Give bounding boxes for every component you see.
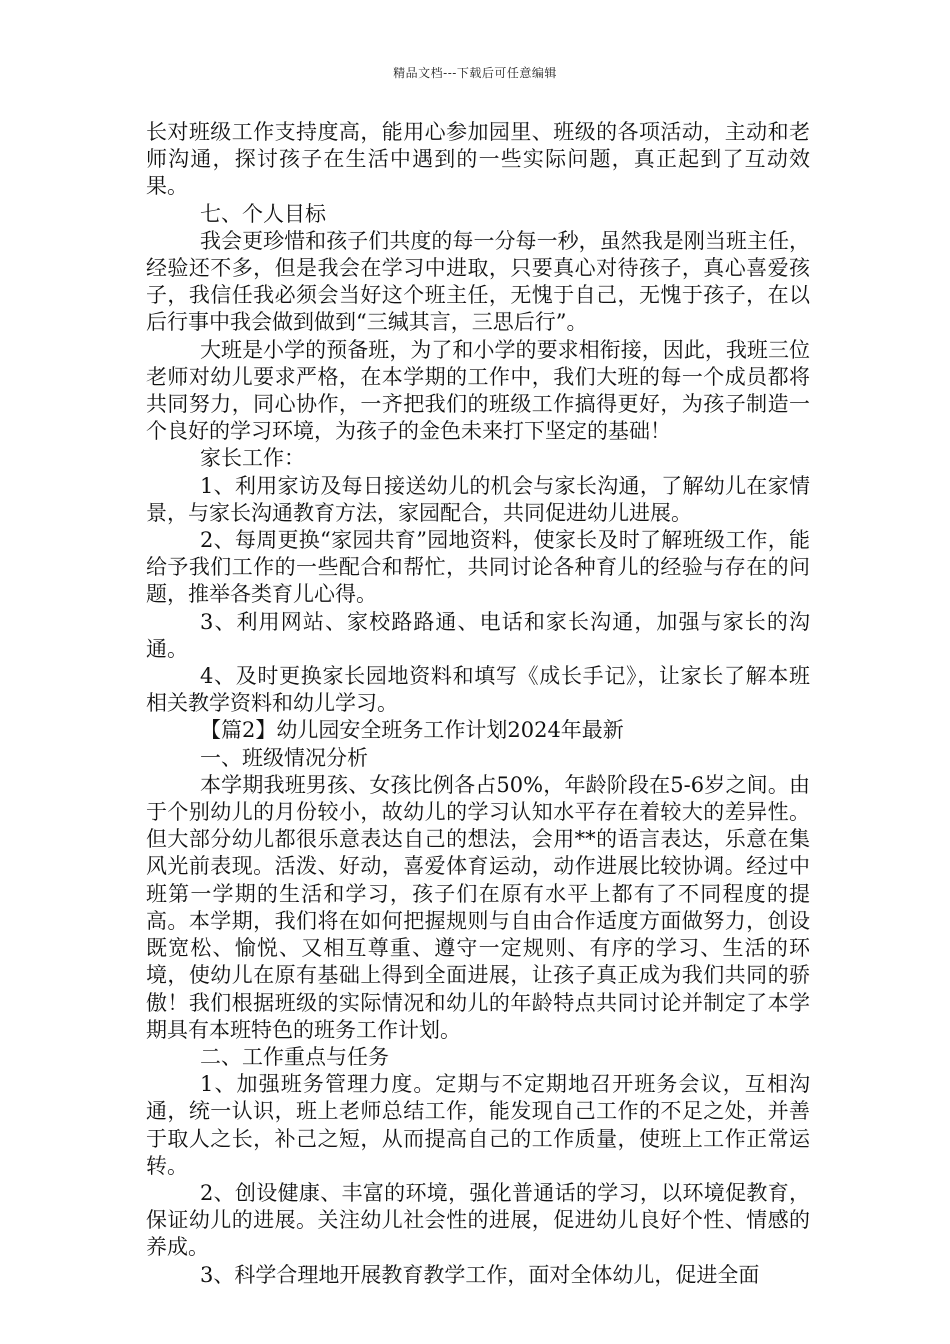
list-item: 3、科学合理地开展教育教学工作，面对全体幼儿，促进全面 bbox=[200, 1262, 760, 1287]
section-heading-class-analysis: 一、班级情况分析 bbox=[200, 745, 368, 770]
section-heading-personal-goals: 七、个人目标 bbox=[200, 201, 326, 226]
paragraph-continuation: 长对班级工作支持度高，能用心参加园里、班级的各项活动，主动和老师沟通，探讨孩子在生活中遇到的一些实际问题，真正起到了互动效果。 bbox=[146, 120, 810, 199]
section-heading-parent-work: 家长工作： bbox=[200, 446, 305, 471]
list-item: 2、每周更换“家园共育”园地资料，使家长及时了解班级工作，能给予我们工作的一些配合和帮忙，共同讨论各种育儿的经验与存在的问题，推举各类育儿心得。 bbox=[146, 528, 810, 607]
list-item: 2、创设健康、丰富的环境，强化普通话的学习，以环境促教育，保证幼儿的进展。关注幼儿社会性的进展，促进幼儿良好个性、情感的养成。 bbox=[146, 1180, 810, 1260]
paragraph: 大班是小学的预备班，为了和小学的要求相衔接，因此，我班三位老师对幼儿要求严格，在本学期的工作中，我们大班的每一个成员都将共同努力，同心协作，一齐把我们的班级工作搞得更好，为孩子制造一个良好的学习环境，为孩子的金色未来打下坚定的基础！ bbox=[146, 337, 810, 444]
page-header: 精品文档---下载后可任意编辑 bbox=[393, 66, 557, 80]
list-item: 3、利用网站、家校路路通、电话和家长沟通，加强与家长的沟通。 bbox=[146, 609, 810, 661]
list-item: 1、利用家访及每日接送幼儿的机会与家长沟通，了解幼儿在家情景，与家长沟通教育方法，家园配合，共同促进幼儿进展。 bbox=[146, 473, 810, 525]
section-heading-work-focus: 二、工作重点与任务 bbox=[200, 1044, 389, 1069]
paragraph: 我会更珍惜和孩子们共度的每一分每一秒，虽然我是刚当班主任，经验还不多，但是我会在学习中进取，只要真心对待孩子，真心喜爱孩子，我信任我必须会当好这个班主任，无愧于自己，无愧于孩子，在以后行事中我会做到做到“三缄其言，三思后行”。 bbox=[146, 228, 810, 335]
list-item: 4、及时更换家长园地资料和填写《成长手记》，让家长了解本班相关教学资料和幼儿学习。 bbox=[146, 664, 810, 716]
document-body bbox=[146, 119, 810, 1289]
paragraph: 本学期我班男孩、女孩比例各占50%，年龄阶段在5-6岁之间。由于个别幼儿的月份较小，故幼儿的学习认知水平存在着较大的差异性。但大部分幼儿都很乐意表达自己的想法，会用**的语言表达，乐意在集风光前表现。活泼、好动，喜爱体育运动，动作进展比较协调。经过中班第一学期的生活和学习，孩子们在原有水平上都有了不同程度的提高。本学期，我们将在如何把握规则与自由合作适度方面做努力，创设既宽松、愉悦、又相互尊重、遵守一定规则、有序的学习、生活的环境，使幼儿在原有基础上得到全面进展，让孩子真正成为我们共同的骄傲！我们根据班级的实际情况和幼儿的年龄特点共同讨论并制定了本学期具有本班特色的班务工作计划。 bbox=[146, 772, 810, 1042]
list-item: 1、加强班务管理力度。定期与不定期地召开班务会议，互相沟通，统一认识，班上老师总结工作，能发现自己工作的不足之处，并善于取人之长，补己之短，从而提高自己的工作质量，使班上工作正常运转。 bbox=[146, 1072, 810, 1178]
article-title: 【篇2】幼儿园安全班务工作计划2024年最新 bbox=[200, 718, 624, 743]
